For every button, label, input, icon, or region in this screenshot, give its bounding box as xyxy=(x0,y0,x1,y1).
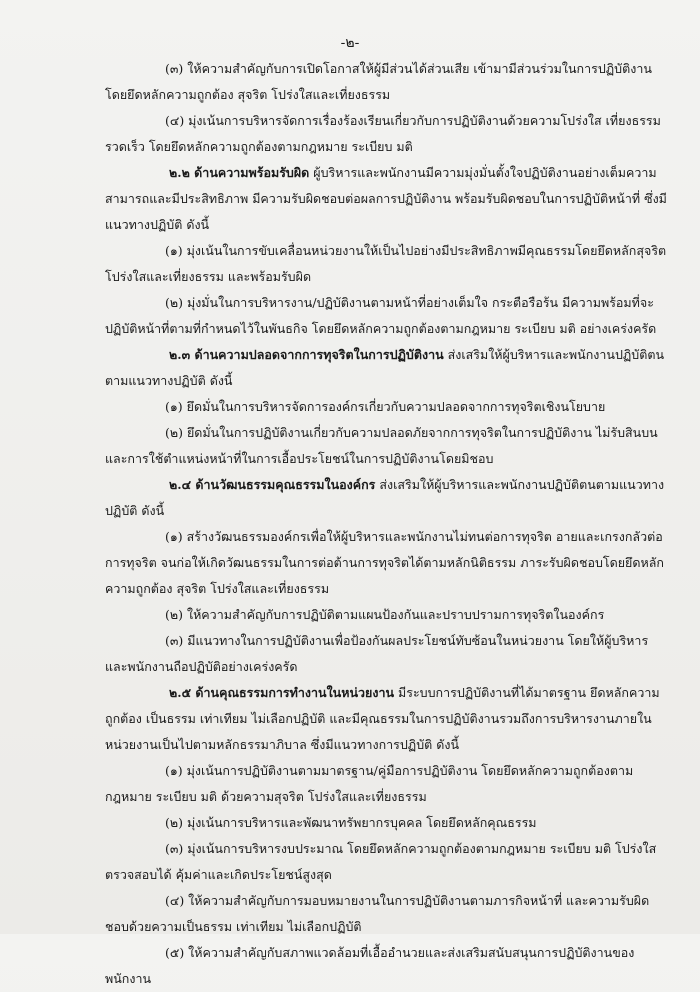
paragraph-text: ส่งเสริมให้ผู้บริหารและพนักงานปฏิบัติตนตามแนวทางปฏิบัติ ดังนี้ xyxy=(105,477,665,518)
paragraph-16 xyxy=(105,836,670,888)
paragraph-text: (๒) ยึดมั่นในการปฏิบัติงานเกี่ยวกับความปลอดภัยจากการทุจริตในการปฏิบัติงาน ไม่รับสินบนและการใช้ตำแหน่งหน้าที่ในการเอื้อประโยชน์ในการปฏิบัติงานโดยมิชอบ xyxy=(105,425,658,466)
paragraph-text: ส่งเสริมให้ผู้บริหารและพนักงานปฏิบัติตนตามแนวทางปฏิบัติ ดังนี้ xyxy=(105,347,664,388)
paragraph-4 xyxy=(105,238,670,290)
paragraph-5 xyxy=(105,290,670,342)
paragraph-14 xyxy=(105,758,670,810)
paragraph-17 xyxy=(105,888,670,940)
section-heading: ๒.๓ ด้านความปลอดจากการทุจริตในการปฏิบัติงาน xyxy=(169,347,444,362)
section-2-4 xyxy=(105,472,670,524)
section-2-2 xyxy=(105,160,670,238)
paragraph-12 xyxy=(105,628,670,680)
paragraph-text: (๓) มุ่งเน้นการบริหารงบประมาณ โดยยึดหลักความถูกต้องตามกฎหมาย ระเบียบ มติ โปร่งใส ตรวจสอบได้ คุ้มค่าและเกิดประโยชน์สูงสุด xyxy=(105,841,657,882)
section-heading: ๒.๕ ด้านคุณธรรมการทำงานในหน่วยงาน xyxy=(169,685,395,700)
page-number: -๒- xyxy=(340,35,360,51)
paragraph-text: (๒) มุ่งเน้นการบริหารและพัฒนาทรัพยากรบุคคล โดยยึดหลักคุณธรรม xyxy=(165,815,537,830)
paragraph-text: (๓) ให้ความสำคัญกับการเปิดโอกาสให้ผู้มีส่วนได้ส่วนเสีย เข้ามามีส่วนร่วมในการปฏิบัติงาน โดยยึดหลักความถูกต้อง สุจริต โปร่งใสและเที่ยงธรรม xyxy=(105,61,652,102)
paragraph-text: (๑) สร้างวัฒนธรรมองค์กรเพื่อให้ผู้บริหารและพนักงานไม่ทนต่อการทุจริต อายและเกรงกลัวต่อการทุจริต จนก่อให้เกิดวัฒนธรรมในการต่อต้านการทุจริตได้ตามหลักนิติธรรม ภาระรับผิดชอบโดยยึดหลักความถูกต้อง สุจริต โปร่งใสและเที่ยงธรรม xyxy=(105,529,664,596)
section-2-5 xyxy=(105,680,670,758)
paragraph-text: (๑) มุ่งเน้นการปฏิบัติงานตามมาตรฐาน/คู่มือการปฏิบัติงาน โดยยึดหลักความถูกต้องตามกฎหมาย ระเบียบ มติ ด้วยความสุจริต โปร่งใสและเที่ยงธรรม xyxy=(105,763,634,804)
paragraph-7 xyxy=(105,394,670,420)
paragraph-15 xyxy=(105,810,670,836)
paragraph-text: (๓) มีแนวทางในการปฏิบัติงานเพื่อป้องกันผลประโยชน์ทับซ้อนในหน่วยงาน โดยให้ผู้บริหารและพนักงานถือปฏิบัติอย่างเคร่งครัด xyxy=(105,633,649,674)
paragraph-10 xyxy=(105,524,670,602)
paragraph-text: (๔) ให้ความสำคัญกับการมอบหมายงานในการปฏิบัติงานตามภารกิจหน้าที่ และความรับผิดชอบด้วยความเป็นธรรม เท่าเทียม ไม่เลือกปฏิบัติ xyxy=(105,893,650,934)
paragraph-8 xyxy=(105,420,670,472)
paragraph-2 xyxy=(105,108,670,160)
paragraph-text: (๑) ยึดมั่นในการบริหารจัดการองค์กรเกี่ยวกับความปลอดจากการทุจริตเชิงนโยบาย xyxy=(165,399,606,414)
paragraph-text: ผู้บริหารและพนักงานมีความมุ่งมั่นตั้งใจปฏิบัติงานอย่างเต็มความสามารถและมีประสิทธิภาพ มีความรับผิดชอบต่อผลการปฏิบัติงาน พร้อมรับผิดชอบในการปฏิบัติหน้าที่ ซึ่งมีแนวทางปฏิบัติ ดังนี้ xyxy=(105,165,667,232)
section-heading: ๒.๔ ด้านวัฒนธรรมคุณธรรมในองค์กร xyxy=(169,477,376,492)
paragraph-text: (๒) ให้ความสำคัญกับการปฏิบัติตามแผนป้องกันและปราบปรามการทุจริตในองค์กร xyxy=(165,607,605,622)
paragraph-text: (๒) มุ่งมั่นในการบริหารงาน/ปฏิบัติงานตามหน้าที่อย่างเต็มใจ กระตือรือร้น มีความพร้อมที่จะปฏิบัติหน้าที่ตามที่กำหนดไว้ในพันธกิจ โดยยึดหลักความถูกต้องตามกฎหมาย ระเบียบ มติ อย่างเคร่งครัด xyxy=(105,295,657,336)
section-heading: ๒.๒ ด้านความพร้อมรับผิด xyxy=(169,165,310,180)
section-2-3 xyxy=(105,342,670,394)
paragraph-1 xyxy=(105,56,670,108)
paragraph-text: มีระบบการปฏิบัติงานที่ได้มาตรฐาน ยึดหลักความถูกต้อง เป็นธรรม เท่าเทียม ไม่เลือกปฏิบัติ และมีคุณธรรมในการปฏิบัติงานรวมถึงการบริหารงานภายในหน่วยงานเป็นไปตามหลักธรรมาภิบาล ซึ่งมีแนวทางการปฏิบัติ ดังนี้ xyxy=(105,685,660,752)
paragraph-11 xyxy=(105,602,670,628)
document-body xyxy=(105,56,670,992)
paragraph-text: (๕) ให้ความสำคัญกับสภาพแวดล้อมที่เอื้ออำนวยและส่งเสริมสนับสนุนการปฏิบัติงานของพนักงาน xyxy=(105,945,635,986)
paragraph-18 xyxy=(105,940,670,992)
paragraph-text: (๔) มุ่งเน้นการบริหารจัดการเรื่องร้องเรียนเกี่ยวกับการปฏิบัติงานด้วยความโปร่งใส เที่ยงธรรม รวดเร็ว โดยยึดหลักความถูกต้องตามกฎหมาย ระเบียบ มติ xyxy=(105,113,661,154)
paragraph-text: (๑) มุ่งเน้นในการขับเคลื่อนหน่วยงานให้เป็นไปอย่างมีประสิทธิภาพมีคุณธรรมโดยยึดหลักสุจริต โปร่งใสและเที่ยงธรรม และพร้อมรับผิด xyxy=(105,243,667,284)
